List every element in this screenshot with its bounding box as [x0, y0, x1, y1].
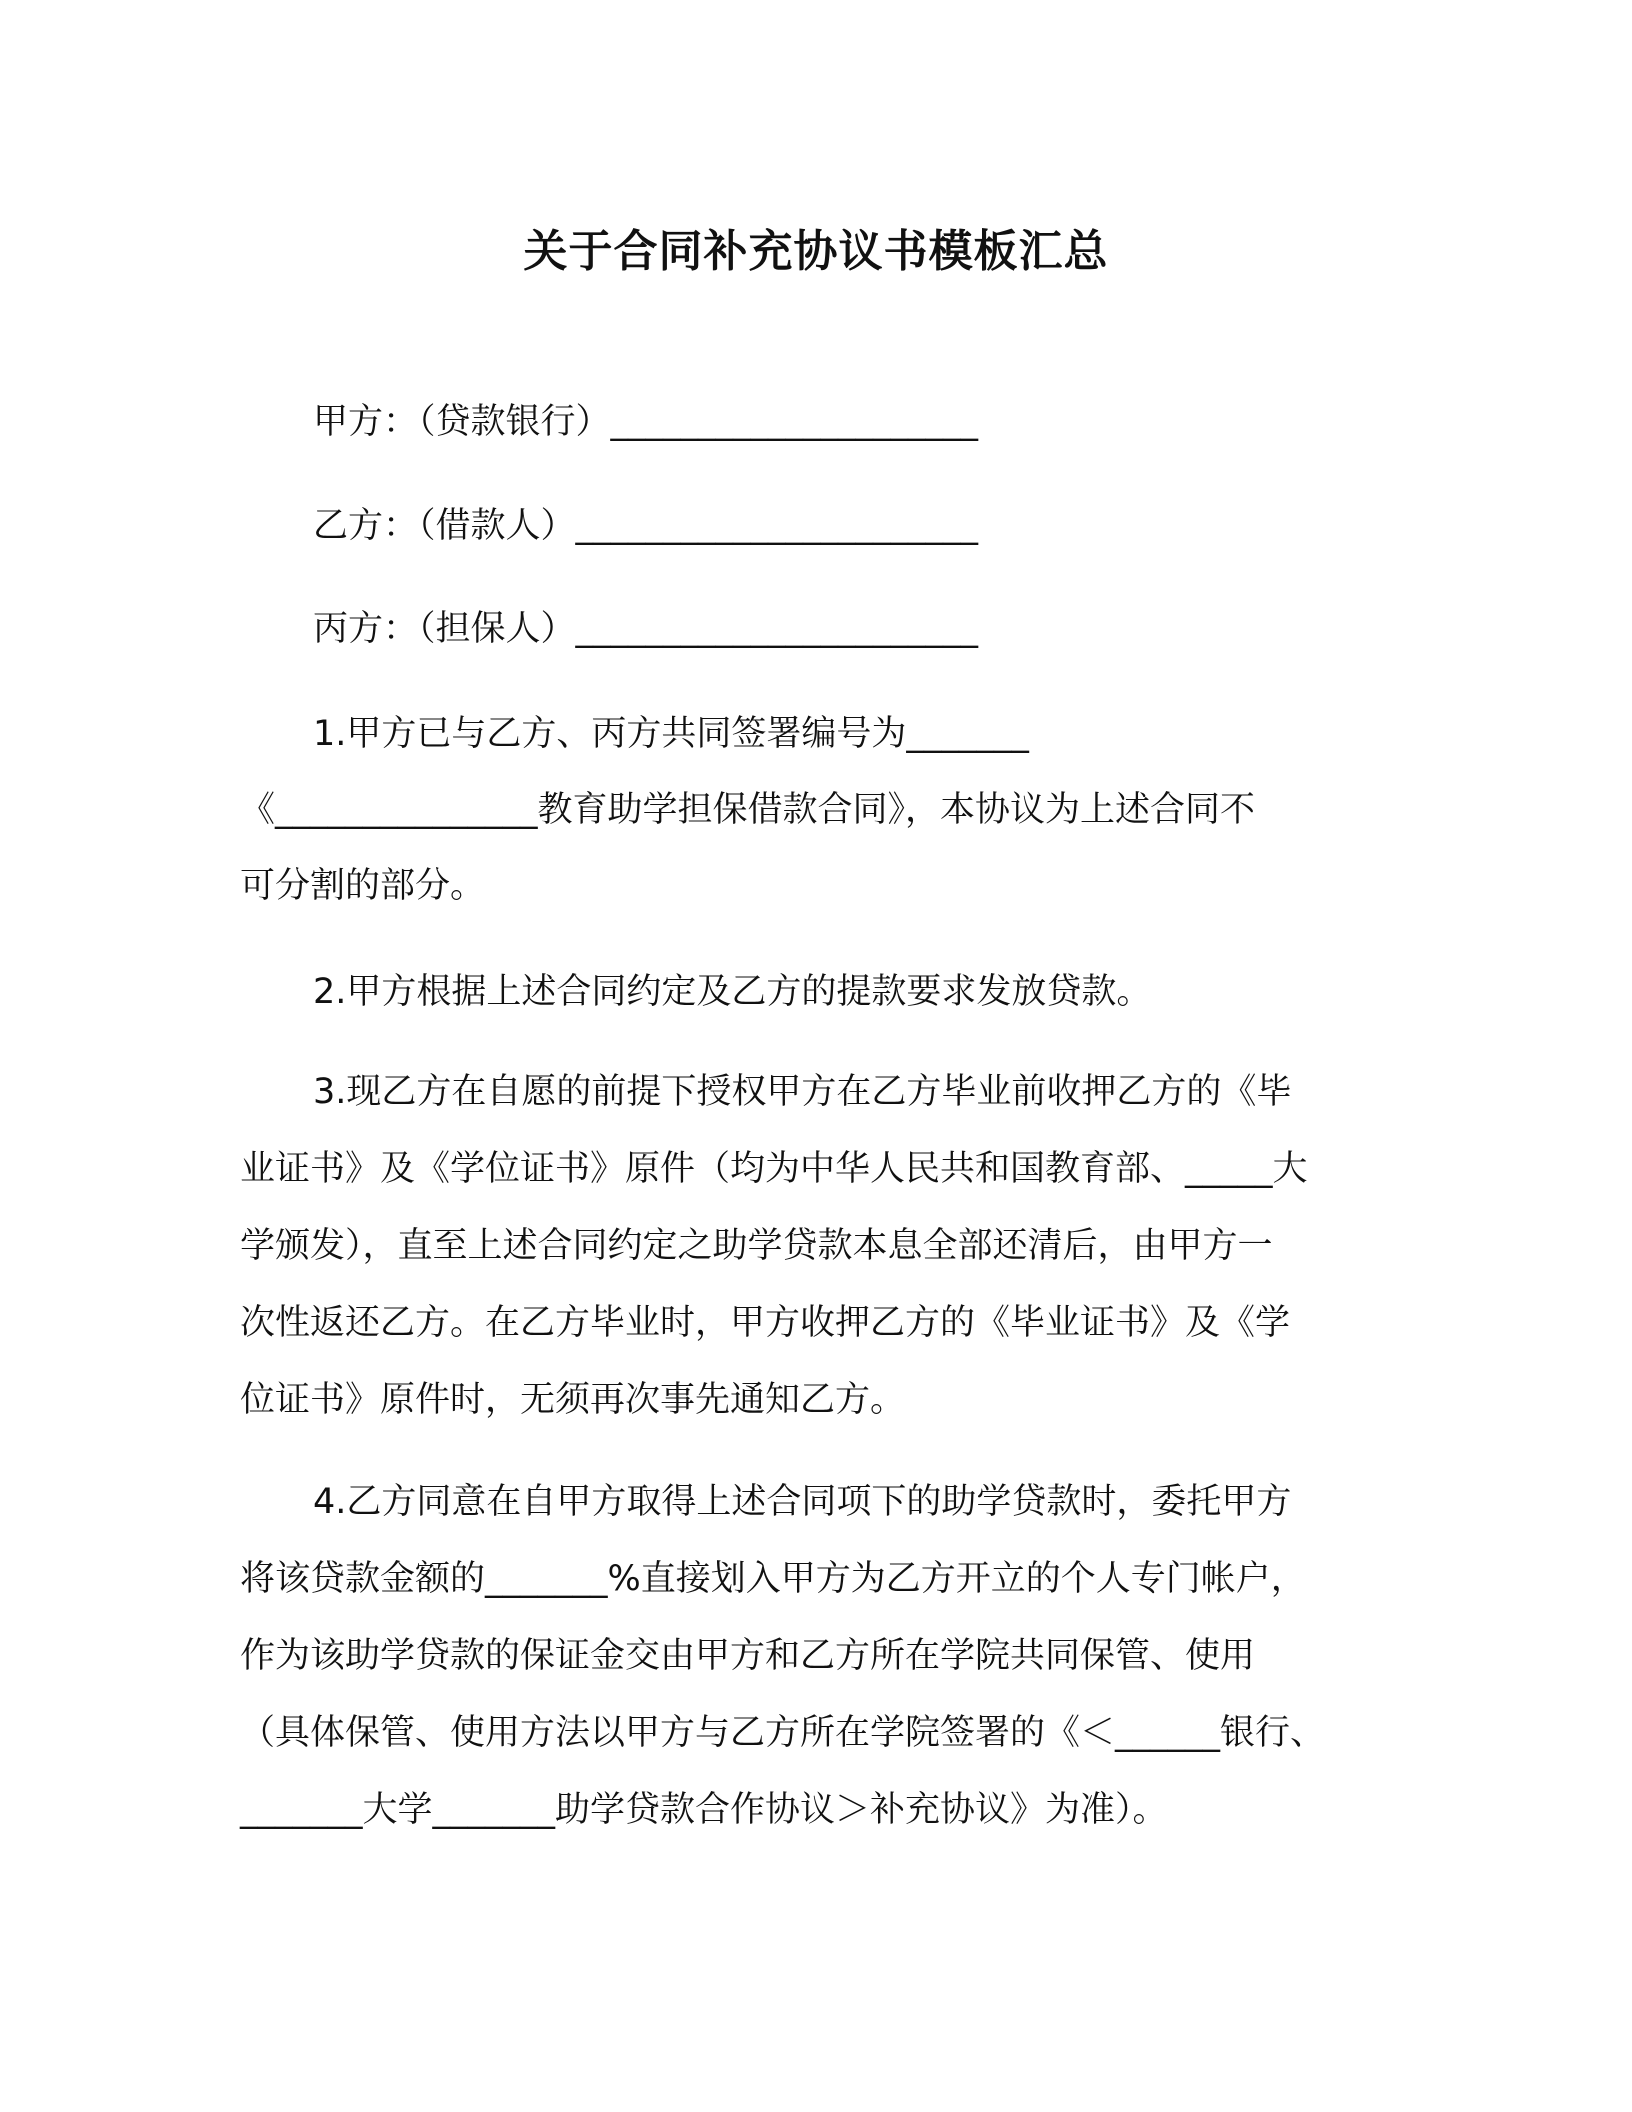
clause-3-line: 3.现乙方在自愿的前提下授权甲方在乙方毕业前收押乙方的《毕 — [313, 1072, 1292, 1112]
clause-1-line: 可分割的部分。 — [240, 866, 486, 906]
clause-4-line: 作为该助学贷款的保证金交由甲方和乙方所在学院共同保管、使用 — [240, 1636, 1256, 1676]
party-c-line: 丙方：（担保人）_______________________ — [313, 609, 979, 649]
clause-4 — [240, 1478, 1400, 1863]
clause-4-line: 将该贷款金额的_______%直接划入甲方为乙方开立的个人专门帐户， — [240, 1559, 1306, 1599]
clause-2 — [240, 968, 1400, 1016]
clause-1-line: 1.甲方已与乙方、丙方共同签署编号为_______ — [313, 714, 1029, 754]
clause-4-line: 4.乙方同意在自甲方取得上述合同项下的助学贷款时，委托甲方 — [313, 1482, 1292, 1522]
clause-4-line: _______大学_______助学贷款合作协议＞补充协议》为准）。 — [240, 1790, 1168, 1830]
clause-3-line: 次性返还乙方。在乙方毕业时，甲方收押乙方的《毕业证书》及《学 — [240, 1303, 1291, 1343]
document-title: 关于合同补充协议书模板汇总 — [523, 226, 1109, 277]
clause-2-line: 2.甲方根据上述合同约定及乙方的提款要求发放贷款。 — [313, 972, 1152, 1012]
clause-3 — [240, 1068, 1400, 1453]
clause-1 — [240, 710, 1400, 938]
party-a-line: 甲方：（贷款银行）_____________________ — [313, 402, 979, 442]
clause-4-line: （具体保管、使用方法以甲方与乙方所在学院签署的《＜______银行、 — [240, 1713, 1326, 1753]
clause-3-line: 位证书》原件时，无须再次事先通知乙方。 — [240, 1380, 906, 1420]
party-b-line: 乙方：（借款人）_______________________ — [313, 506, 979, 546]
clause-3-line: 业证书》及《学位证书》原件（均为中华人民共和国教育部、_____大 — [240, 1149, 1308, 1189]
clause-3-line: 学颁发），直至上述合同约定之助学贷款本息全部还清后，由甲方一 — [240, 1226, 1273, 1266]
clause-1-line: 《_______________教育助学担保借款合同》，本协议为上述合同不 — [240, 790, 1256, 830]
